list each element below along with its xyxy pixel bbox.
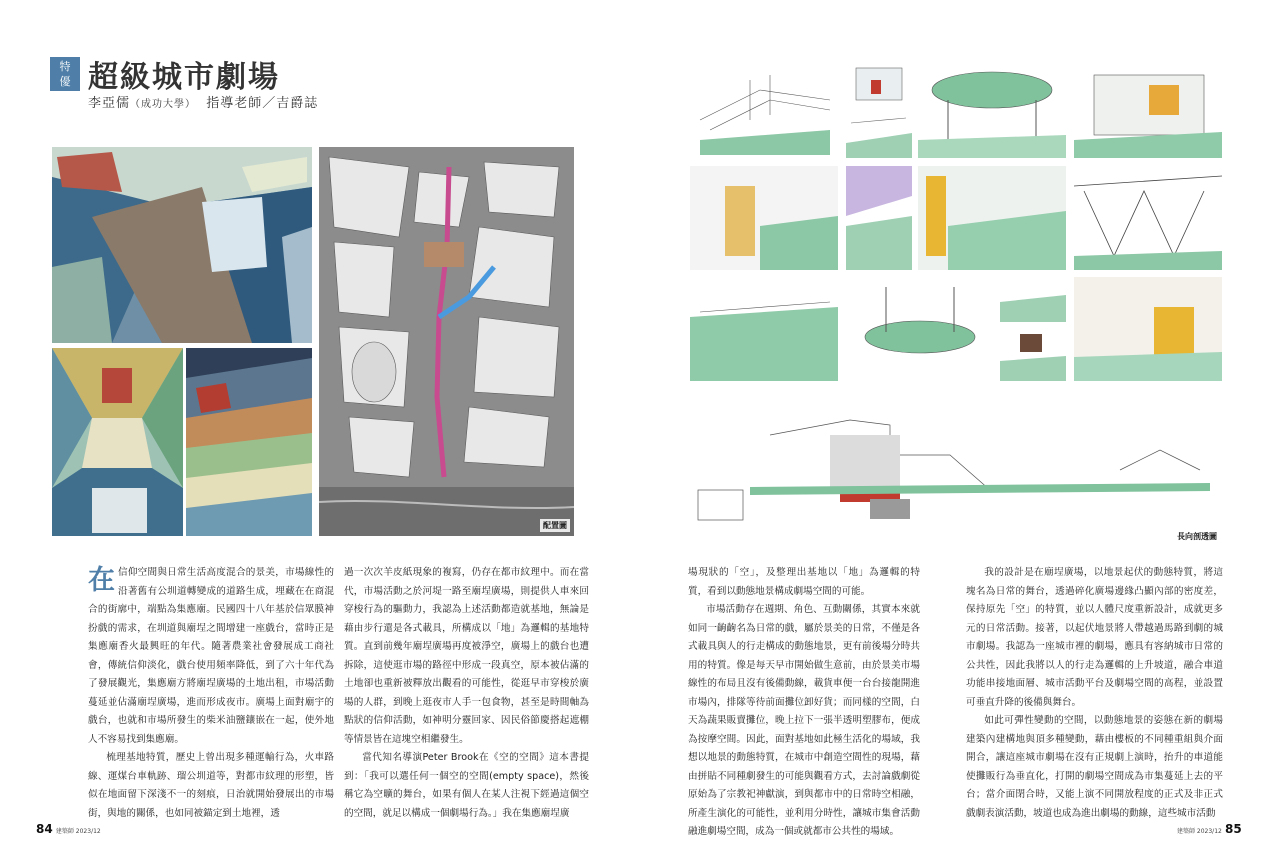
right-magazine-label: 建築師 2023/12 <box>1177 828 1222 835</box>
render-image <box>1074 277 1222 381</box>
render-image <box>690 277 838 381</box>
watercolor-landscape-image <box>52 147 312 343</box>
render-image <box>846 60 912 108</box>
paragraph: 當代知名導演Peter Brook在《空的空間》這本書提到：「我可以選任何一個空的空間(empty space)，然後稱它為空曠的舞台，如果有個人在某人注視下經過這個空的空間，就足以構成一個劇場行為。」我在集應廟埕廣 <box>344 752 589 819</box>
text-column-3 <box>688 564 920 842</box>
section-caption: 長向剖透圖 <box>1174 530 1220 543</box>
render-image <box>846 277 994 381</box>
paragraph: 場現狀的「空」，及整理出基地以「地」為邏輯的特質，看到以動態地景構成劇場空間的可能。 <box>688 567 920 597</box>
paragraph: 市場活動存在週期、角色、互動關係，其實本來就如同一齣齣名為日常的戲，屬於景美的日常，不僅是各式載具與人的行走構成的動態地景，更有前後場分時共用的特質。像是每天早市開始做生意前，由於景美市場線性的布局且沒有後備動線，載貨車便一台台接龍開進市場內，排隊等待前面攤位卸好貨；而同樣的空間，白天為蔬果販賣攤位，晚上拉下一張半透明塑膠布，便成為按摩空間。因此，面對基地如此極生活化的場域，我想以地景的動態特質，在城市中創造空間性的現場，藉由拼貼不同種劇發生的可能與觀看方式，去討論戲劇從原始為了宗教祀神獻演，到與都市中的日常時空相融，所產生演化的可能性，並利用分時性，讓城市集會活動融進劇場空間，成為一個或就都市公共性的場域。 <box>688 604 920 837</box>
left-magazine-label: 建築師 2023/12 <box>55 828 101 835</box>
render-image <box>846 166 912 270</box>
advisor-name: 吉爵誌 <box>276 96 319 111</box>
site-plan-image <box>319 147 574 536</box>
paragraph: 過一次次羊皮紙現象的複寫，仍存在都市紋理中。而在當代，市場活動之於河堤一路至廟埕廣場，則提供人車來回穿梭行為的驅動力，我認為上述活動都造就基地，無論是藉由步行還是各式載具，所構成以「地」為邏輯的基地特質。直到前幾年廟埕廣場再度被淨空，廣場上的戲台也遭拆除，這使逛市場的路徑中形成一段真空，原本被佔滿的土地卻也重新被釋放出觀看的可能性，從逛早市穿梭於廣場的人群，到晚上逛夜市人手一包食物，甚至是時間軸為點狀的信仰活動，如神明分靈回家、因民俗節慶搭起遮棚等情景皆在這塊空相繼發生。 <box>344 567 589 745</box>
text-column-4 <box>966 564 1223 823</box>
right-page-number: 85 <box>1225 822 1242 836</box>
render-image <box>1000 277 1066 322</box>
left-page-number: 84 <box>36 822 53 836</box>
text-column-1 <box>88 564 334 823</box>
watercolor-corridor-image <box>52 348 183 536</box>
render-image <box>918 60 1066 158</box>
author-name: 李亞儒 <box>88 96 131 111</box>
site-plan-caption: 配置圖 <box>540 519 570 532</box>
byline <box>88 92 318 111</box>
paragraph: 如此可彈性變動的空間，以動態地景的姿態在新的劇場建築內建構地與頂多種變動，藉由樓板的不同種重組與介面開合，讓這座城市劇場在沒有正規劇上演時，抬升的車道能使攤販行為垂直化，打開的劇場空間成為市集蔓延上去的平台；當介面閉合時，又能上演不同開放程度的正式及非正式戲劇表演活動，坡道也成為進出劇場的動線，這些城市活動 <box>966 715 1223 819</box>
article-title: 超級城市劇場 <box>88 60 280 95</box>
advisor-label: 指導老師／ <box>206 96 277 111</box>
paragraph: 我的設計是在廟埕廣場，以地景起伏的動態特質，將這塊名為日常的舞台，透過碎化廣場邊緣凸顯內部的密度差，保持原先「空」的特質，並以人體尺度重新設計，成就更多元的日常活動。接著，以起伏地景將人帶越過馬路到劇的城市劇場。我認為一座城市裡的劇場，應具有容納城市日常的公共性，因此我將以人的行走為邏輯的上升坡道，融合車道功能串接地面層、城市活動平台及劇場空間的高程，並設置可垂直升降的後備與舞台。 <box>966 567 1223 708</box>
section-drawing-image <box>690 395 1222 545</box>
render-image <box>1000 326 1066 381</box>
paragraph: 梳理基地特質，歷史上曾出現多種運輸行為，火車路線、運煤台車軌跡、瑠公圳道等，對都市紋理的形塑，皆似在地面留下深淺不一的刻痕，日治就開始發展出的市場街，與地的關係，也如同被錨定到土地裡，透 <box>88 752 334 819</box>
school-name: （成功大學） <box>130 99 197 110</box>
right-page-footer <box>1177 822 1242 836</box>
left-page-footer <box>36 822 101 836</box>
render-image <box>690 166 838 270</box>
render-image <box>918 166 1066 270</box>
render-image <box>1074 166 1222 270</box>
render-image <box>846 113 912 158</box>
text-column-2 <box>344 564 589 823</box>
render-image <box>690 60 838 158</box>
paragraph: 信仰空間與日常生活高度混合的景美，市場線性的沿著舊有公圳道轉變成的道路生成，埋藏在在商混合的街廓中，端點為集應廟。民國四十八年基於信眾膜神扮戲的需求，在圳道與廟埕之間增建一座戲台，當時正是集應廟香火最興旺的年代。隨著農業社會發展成工商社會，傳統信仰淡化，戲台使用頻率降低，到了六十年代為了發展觀光，集應廟方將廟埕廣場的土地出租，市場活動蔓延並佔滿廟埕廣場，進而形成夜市。廣場上面對廟宇的戲台，也就和市場所發生的柴米油鹽鑲嵌在一起，使外地人不容易找到集應廟。 <box>88 567 334 745</box>
watercolor-terrain-image <box>186 348 312 536</box>
render-image <box>1074 60 1222 158</box>
award-badge: 特 優 <box>50 57 80 91</box>
dropcap: 在 <box>88 565 115 596</box>
